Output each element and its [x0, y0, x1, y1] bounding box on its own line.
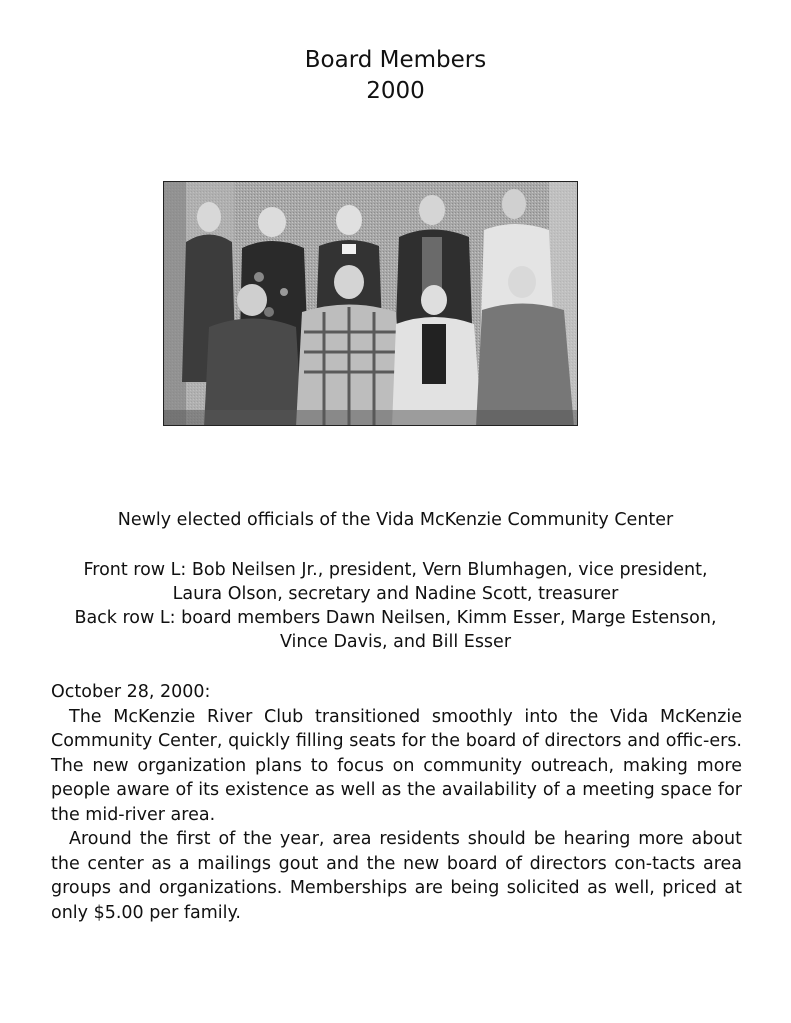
- title-line-1: Board Members: [304, 47, 487, 73]
- photo-caption: [0, 508, 791, 532]
- group-photo-illustration: [164, 182, 578, 426]
- caption-headline: Newly elected officials of the Vida McKenzie Community Center: [117, 510, 674, 530]
- page-title: [0, 45, 791, 107]
- title-line-2: 2000: [366, 78, 425, 104]
- caption-front-row-line-1: Front row L: Bob Neilsen Jr., president, Vern Blumhagen, vice president,: [83, 560, 708, 580]
- article-paragraph-1: The McKenzie River Club transitioned smoothly into the Vida McKenzie Community Center, quickly filling seats for the board of directors and offic-ers. The new organization plans to focus on community outreach, making more people aware of its existence as well as the availability of a meeting space for the mid-river area.: [51, 706, 742, 825]
- article-date: October 28, 2000:: [51, 682, 211, 702]
- caption-back-row-line-1: Back row L: board members Dawn Neilsen, Kimm Esser, Marge Estenson,: [74, 608, 717, 628]
- caption-names: [0, 558, 791, 654]
- caption-front-row-line-2: Laura Olson, secretary and Nadine Scott, treasurer: [172, 584, 619, 604]
- caption-back-row-line-2: Vince Davis, and Bill Esser: [279, 632, 512, 652]
- article-paragraph-2: Around the first of the year, area residents should be hearing more about the center as a mailings gout and the new board of directors con-tacts area groups and organizations. Memberships are being solicited as well, priced at only $5.00 per family.: [51, 829, 742, 923]
- group-photo: [163, 181, 578, 426]
- article: [51, 680, 742, 925]
